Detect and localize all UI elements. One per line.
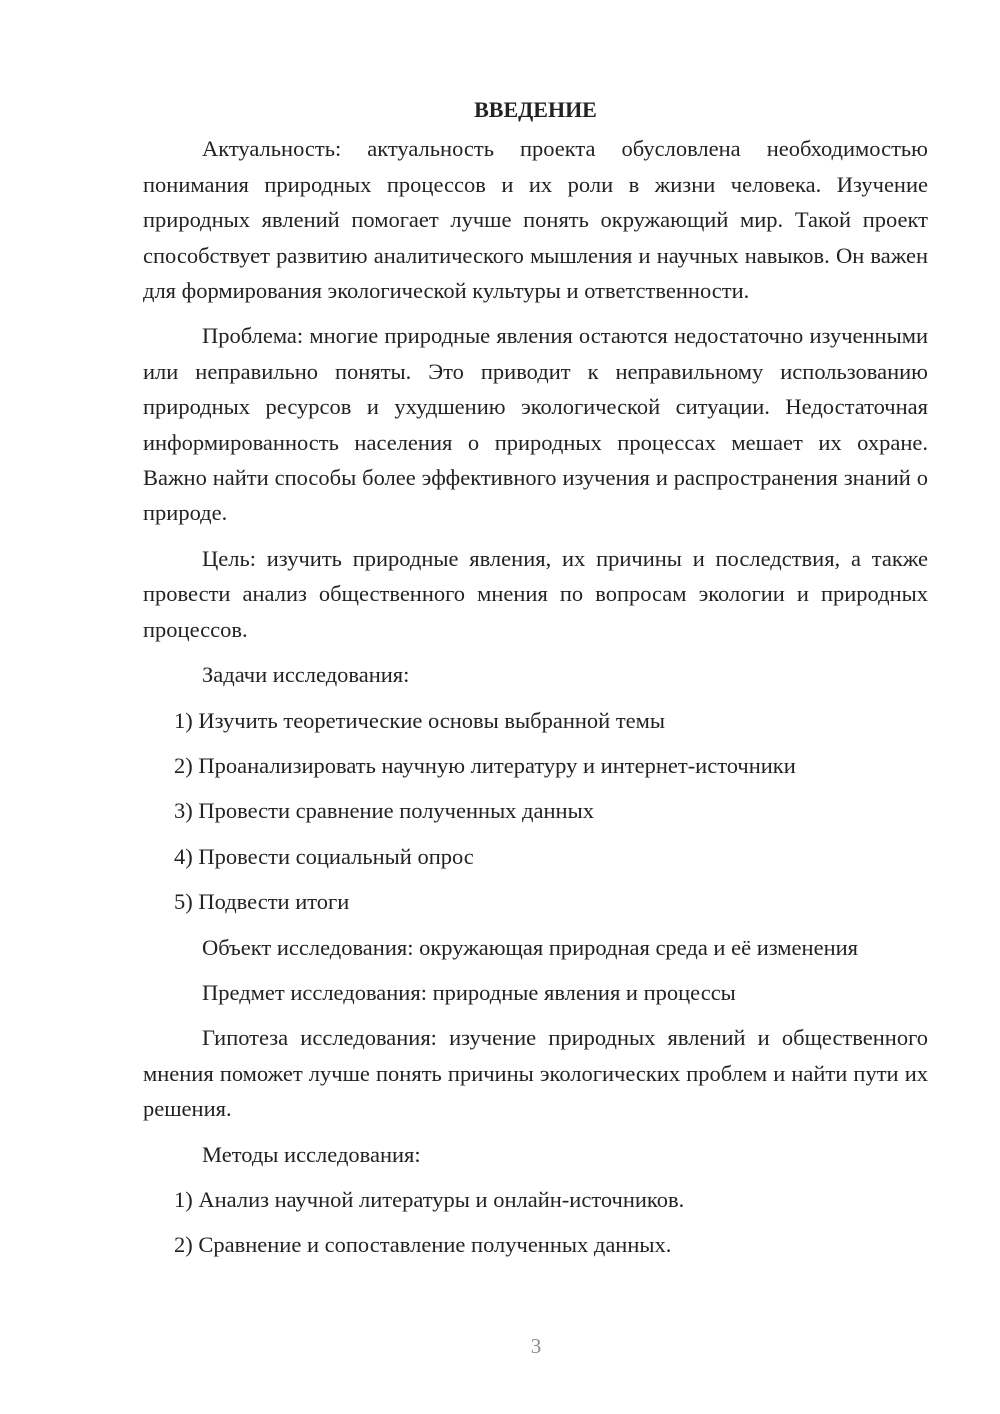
task-item: 1) Изучить теоретические основы выбранной темы [174, 707, 666, 733]
task-item: 2) Проанализировать научную литературу и интернет-источники [174, 752, 796, 778]
page-number: 3 [530, 1334, 542, 1358]
object-line: Объект исследования: окружающая природная среда и её изменения [202, 934, 858, 960]
document-body [143, 92, 928, 1273]
hypothesis-paragraph: Гипотеза исследования: изучение природных явлений и общественного мнения поможет лучше понять причины экологических проблем и найти пути их решения. [143, 1025, 928, 1122]
methods-heading: Методы исследования: [202, 1141, 421, 1167]
task-item: 4) Провести социальный опрос [174, 843, 474, 869]
relevance-paragraph: Актуальность: актуальность проекта обусловлена необходимостью понимания природных процессов и их роли в жизни человека. Изучение природных явлений помогает лучше понять окружающий мир. Такой проект способствует развитию аналитического мышления и научных навыков. Он важен для формирования экологической культуры и ответственности. [143, 136, 928, 304]
task-item: 3) Провести сравнение полученных данных [174, 798, 594, 824]
method-item: 2) Сравнение и сопоставление полученных данных. [174, 1232, 672, 1258]
goal-paragraph: Цель: изучить природные явления, их причины и последствия, а также провести анализ общественного мнения по вопросам экологии и природных процессов. [143, 545, 928, 642]
task-item: 5) Подвести итоги [174, 889, 350, 915]
section-title: ВВЕДЕНИЕ [474, 97, 597, 122]
method-item: 1) Анализ научной литературы и онлайн-источников. [174, 1186, 685, 1212]
problem-paragraph: Проблема: многие природные явления остаются недостаточно изученными или неправильно поняты. Это приводит к неправильному использованию природных ресурсов и ухудшению экологической ситуации. Недостаточная информированность населения о природных процессах мешает их охране. Важно найти способы более эффективного изучения и распространения знаний о природе. [143, 323, 928, 526]
tasks-heading: Задачи исследования: [202, 662, 410, 688]
subject-line: Предмет исследования: природные явления и процессы [202, 979, 736, 1005]
